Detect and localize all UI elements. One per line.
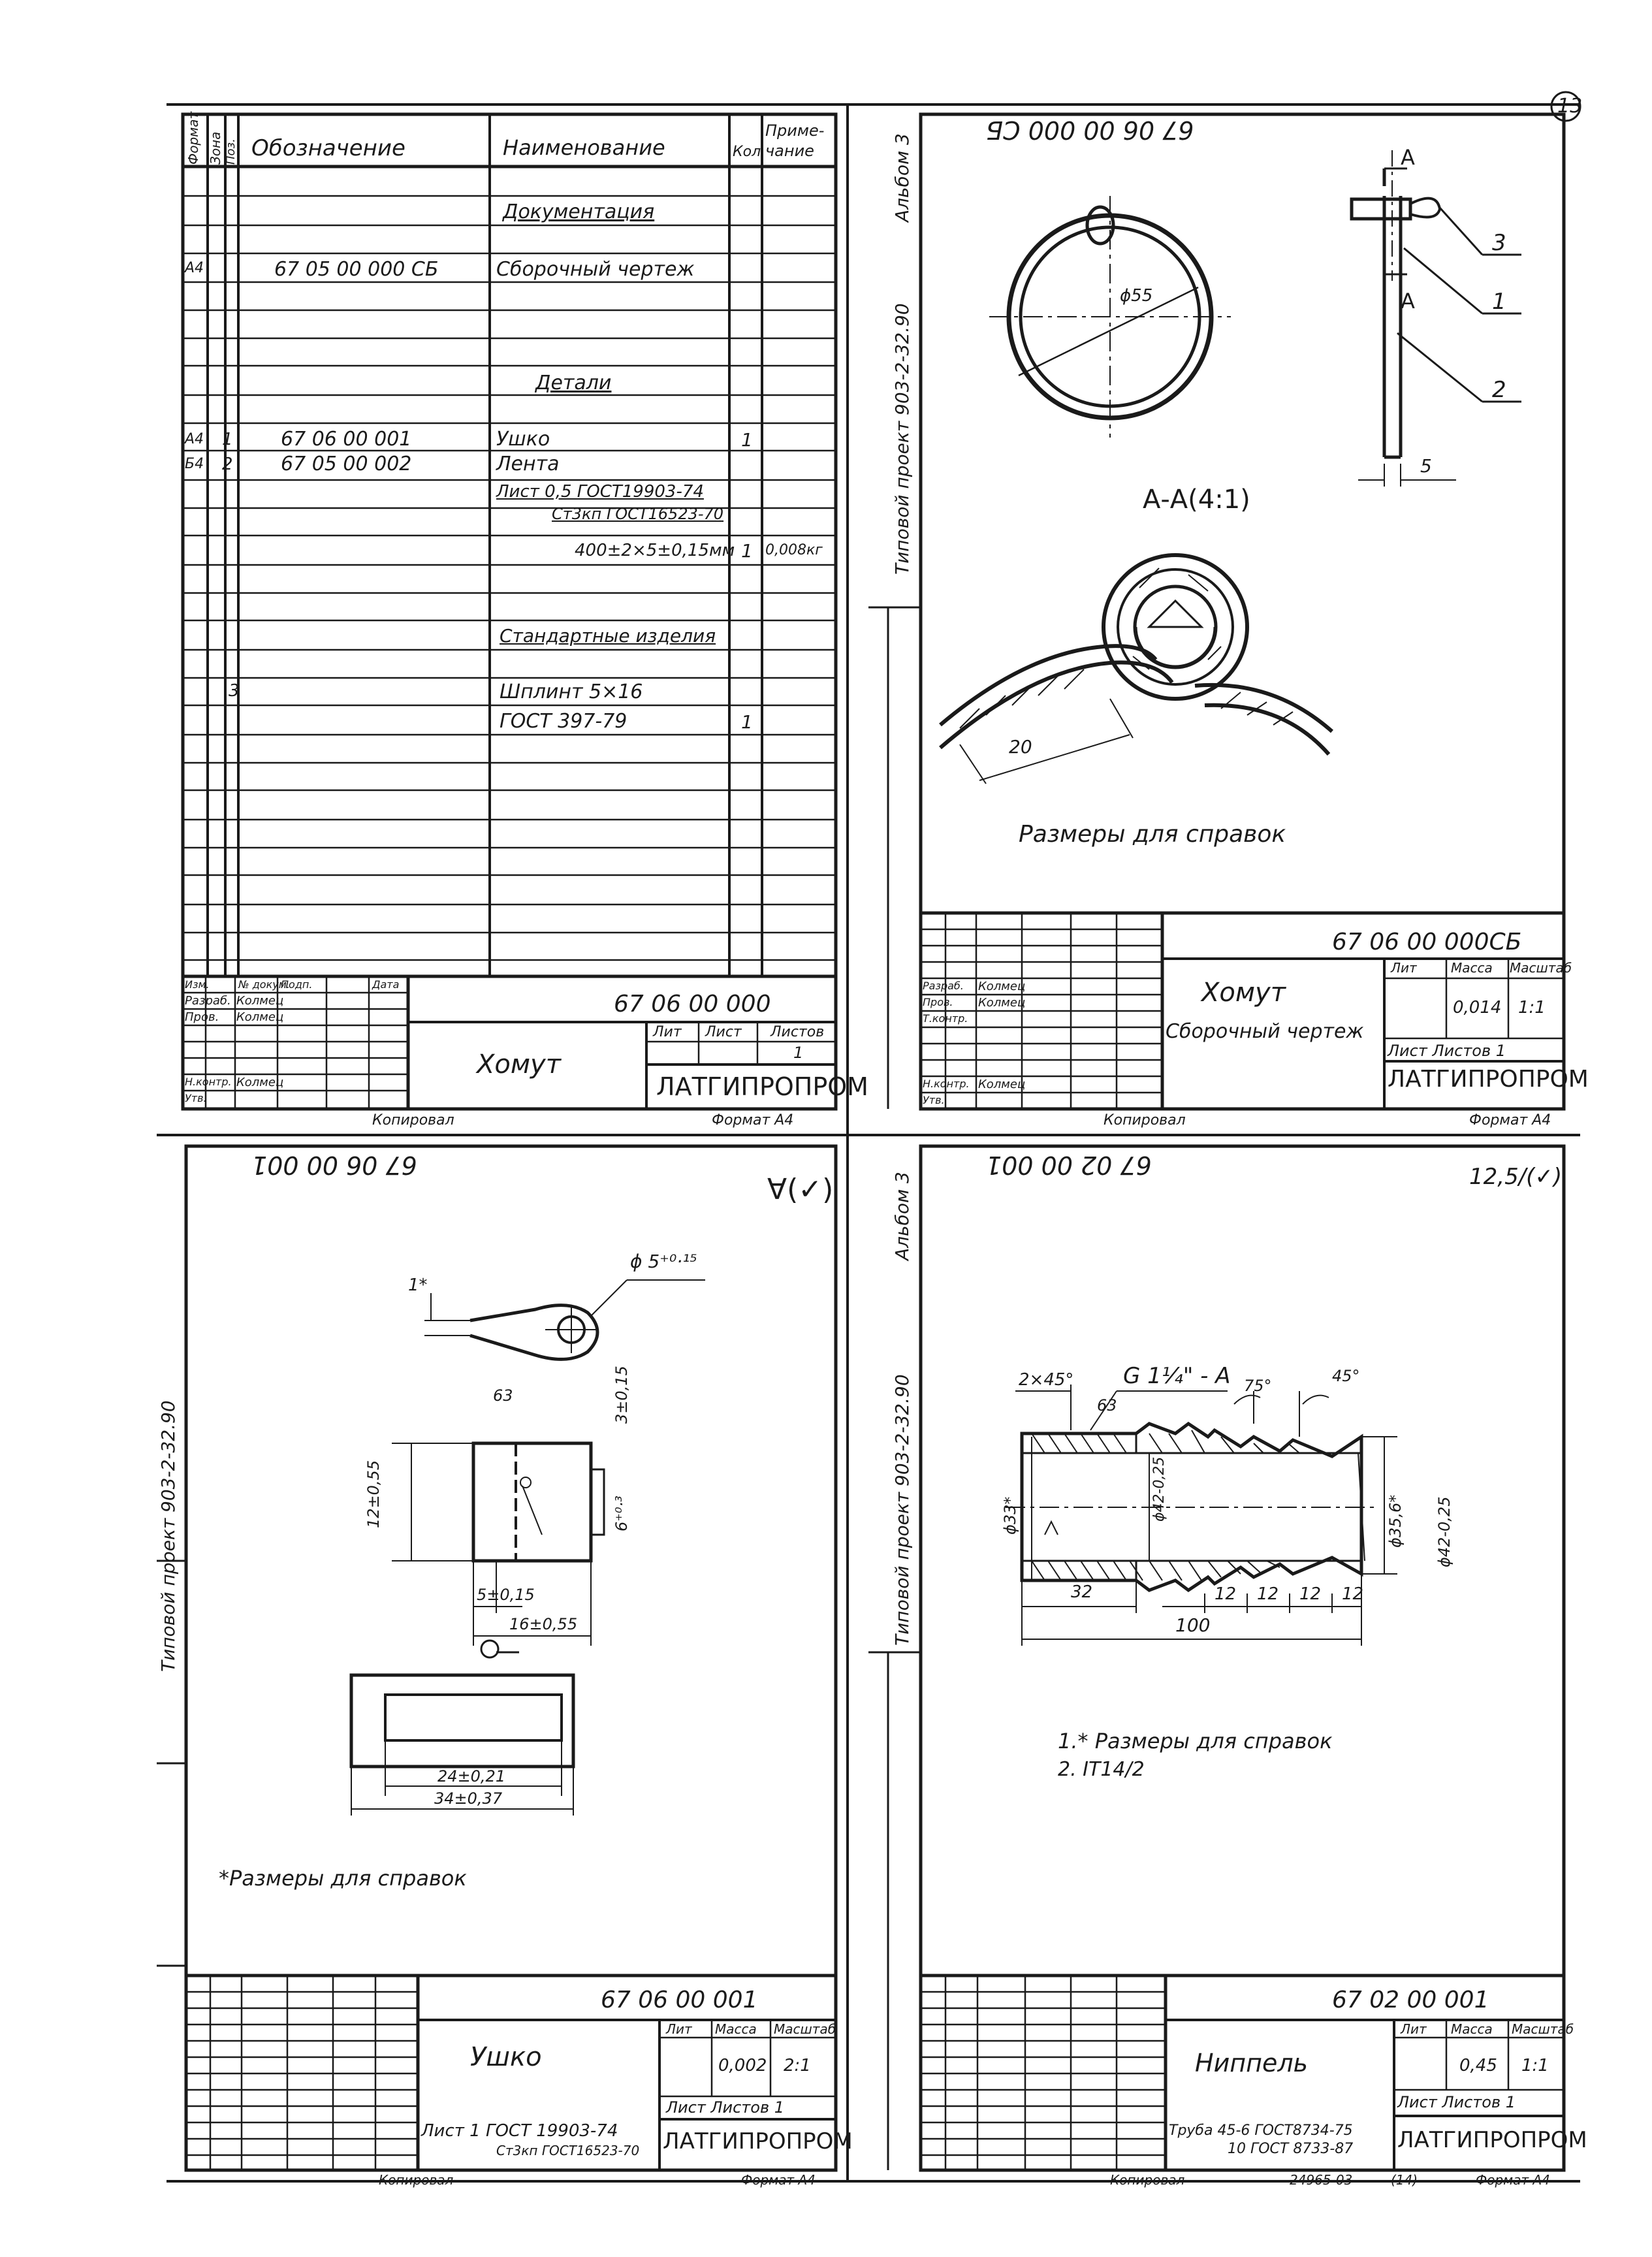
spec-header-format: Формат bbox=[185, 111, 201, 165]
ear-dim-hole: ϕ 5⁺⁰·¹⁵ bbox=[630, 1251, 697, 1272]
ear-scale-header: Масштаб bbox=[774, 2021, 836, 2037]
nipple-album: Альбом 3 bbox=[891, 1172, 913, 1260]
ear-scale: 2:1 bbox=[784, 2056, 811, 2075]
spec-row-format: А4 bbox=[185, 260, 204, 276]
nipple-dim-r63: 63 bbox=[1097, 1396, 1117, 1415]
spec-header-designation: Обозначение bbox=[251, 135, 405, 161]
assembly-role: Т.контр. bbox=[923, 1012, 968, 1025]
nipple-title: Ниппель bbox=[1195, 2049, 1309, 2077]
nipple-dim-12: 12 bbox=[1257, 1584, 1279, 1604]
spec-sheets-count: 1 bbox=[793, 1044, 804, 1062]
ear-roughness: ∀(✓) bbox=[767, 1173, 834, 1206]
nipple-copied: Копировал bbox=[1110, 2172, 1185, 2188]
spec-row-pos: 2 bbox=[222, 455, 233, 474]
nipple-project: Типовой проект 903-2-32.90 bbox=[891, 1374, 913, 1646]
spec-role: № докум. bbox=[238, 978, 290, 991]
ear-format: Формат А4 bbox=[741, 2172, 816, 2188]
assembly-lit-header: Лит bbox=[1391, 960, 1417, 976]
spec-row-name: Сборочный чертеж bbox=[496, 258, 695, 281]
nipple-dim-chamfer: 2×45° bbox=[1019, 1370, 1074, 1390]
ear-dim-24: 24±0,21 bbox=[437, 1767, 506, 1785]
nipple-mass: 0,45 bbox=[1459, 2056, 1497, 2075]
assembly-side-view bbox=[1352, 150, 1521, 487]
ear-dim-16: 16±0,55 bbox=[509, 1615, 578, 1633]
nipple-scale-header: Масштаб bbox=[1512, 2021, 1574, 2037]
nipple-dim-angle-45: 45° bbox=[1332, 1367, 1360, 1385]
spec-format: Формат А4 bbox=[712, 1112, 794, 1128]
assembly-mass: 0,014 bbox=[1453, 998, 1502, 1017]
spec-role: Колмец bbox=[236, 994, 284, 1008]
assembly-role: Колмец bbox=[978, 980, 1026, 993]
ear-lit-header: Лит bbox=[666, 2021, 692, 2037]
page-number: 13 bbox=[1557, 95, 1583, 118]
assembly-scale: 1:1 bbox=[1518, 998, 1546, 1017]
spec-row-name: ГОСТ 397-79 bbox=[500, 710, 627, 733]
nipple-roughness: 12,5/(✓) bbox=[1469, 1164, 1563, 1190]
assembly-clamp-view bbox=[989, 196, 1231, 438]
spec-role: Пров. bbox=[185, 1010, 219, 1024]
assembly-role: Разраб. bbox=[923, 980, 964, 992]
section-marker-top: A bbox=[1401, 145, 1415, 170]
callout-3: 3 bbox=[1492, 230, 1506, 256]
spec-sheets-header: Листов bbox=[770, 1024, 825, 1040]
assembly-scale-header: Масштаб bbox=[1510, 960, 1572, 976]
assembly-role: Колмец bbox=[978, 1078, 1026, 1091]
spec-header-qty: Кол bbox=[733, 144, 761, 160]
callout-1: 1 bbox=[1492, 289, 1506, 315]
nipple-note-2: 2. IT14/2 bbox=[1058, 1758, 1145, 1781]
nipple-lit-header: Лит bbox=[1401, 2021, 1427, 2037]
assembly-sheet: Лист Листов 1 bbox=[1388, 1042, 1506, 1060]
ear-side-text: Типовой проект 903-2-32.90 bbox=[157, 1400, 179, 1672]
ear-title: Ушко bbox=[470, 2042, 542, 2072]
assembly-project: Типовой проект 903-2-32.90 bbox=[891, 303, 913, 575]
ear-dim-star: 1* bbox=[408, 1275, 428, 1295]
spec-row-designation: 67 05 00 002 bbox=[281, 453, 412, 475]
spec-row-name: Лента bbox=[496, 453, 560, 475]
spec-role: Колмец bbox=[236, 1076, 284, 1089]
ear-ref-note: *Размеры для справок bbox=[219, 1866, 467, 1891]
ear-material-1: Лист 1 ГОСТ 19903-74 bbox=[421, 2121, 618, 2141]
assembly-title: Хомут bbox=[1201, 978, 1286, 1008]
spec-copied: Копировал bbox=[372, 1112, 454, 1128]
assembly-role: Н.контр. bbox=[923, 1078, 970, 1090]
nipple-dim-d33: ϕ33* bbox=[1001, 1496, 1019, 1535]
spec-sheet-header: Лист bbox=[705, 1024, 742, 1040]
dimension-20: 20 bbox=[1009, 736, 1032, 758]
spec-role: Колмец bbox=[236, 1010, 284, 1024]
nipple-dim-d356: ϕ35,6* bbox=[1386, 1494, 1405, 1548]
spec-row-designation: 67 05 00 000 СБ bbox=[274, 258, 439, 281]
ear-dim-6: 6⁺⁰·³ bbox=[612, 1496, 631, 1531]
ear-dim-12: 12±0,55 bbox=[364, 1460, 383, 1528]
assembly-top-code: 67 06 00 000 СБ bbox=[986, 116, 1194, 144]
nipple-archive-sheet: (14) bbox=[1391, 2172, 1418, 2188]
nipple-section-view bbox=[1006, 1385, 1397, 1646]
spec-org: ЛАТГИПРОПРОМ bbox=[656, 1072, 868, 1101]
ear-sheet: Лист Листов 1 bbox=[666, 2098, 784, 2117]
nipple-material-1: Труба 45-6 ГОСТ8734-75 bbox=[1169, 2122, 1353, 2139]
ear-org: ЛАТГИПРОПРОМ bbox=[663, 2128, 853, 2154]
spec-row-note: 0,008кг bbox=[765, 542, 823, 558]
assembly-role: Утв. bbox=[923, 1094, 945, 1106]
nipple-dim-12: 12 bbox=[1215, 1584, 1237, 1604]
ear-doc-number: 67 06 00 001 bbox=[601, 1987, 758, 2013]
spec-doc-number: 67 06 00 000 bbox=[614, 991, 771, 1017]
spec-row-qty: 1 bbox=[741, 429, 753, 451]
spec-row-qty: 1 bbox=[741, 540, 753, 562]
spec-row-format: А4 bbox=[185, 431, 204, 447]
spec-title: Хомут bbox=[477, 1049, 562, 1080]
ear-dim-5: 5±0,15 bbox=[477, 1586, 535, 1604]
ear-top-code: 67 06 00 001 bbox=[251, 1151, 417, 1179]
section-marker-bottom: A bbox=[1401, 289, 1415, 313]
ear-material-2: Ст3кп ГОСТ16523-70 bbox=[496, 2143, 640, 2158]
nipple-note-1: 1.* Размеры для справок bbox=[1058, 1729, 1333, 1753]
assembly-ref-note: Размеры для справок bbox=[1019, 821, 1286, 848]
assembly-copied: Копировал bbox=[1104, 1112, 1186, 1128]
spec-row-name: Стандартные изделия bbox=[500, 625, 716, 647]
nipple-dim-32: 32 bbox=[1071, 1582, 1093, 1602]
ear-copied: Копировал bbox=[379, 2172, 454, 2188]
assembly-role: Пров. bbox=[923, 996, 953, 1008]
spec-row-pos: 1 bbox=[222, 430, 233, 449]
spec-row-name: Шплинт 5×16 bbox=[500, 680, 643, 703]
ear-mass: 0,002 bbox=[718, 2056, 767, 2075]
nipple-dim-angle-75: 75° bbox=[1244, 1377, 1272, 1395]
spec-row-name: Ст3кп ГОСТ16523-70 bbox=[552, 505, 724, 523]
spec-row-designation: 67 06 00 001 bbox=[281, 428, 412, 451]
assembly-doc-number: 67 06 00 000СБ bbox=[1332, 929, 1522, 955]
section-title: А-А(4:1) bbox=[1143, 485, 1250, 515]
spec-row-format: Б4 bbox=[185, 456, 204, 472]
assembly-mass-header: Масса bbox=[1451, 960, 1493, 976]
spec-row-pos: 3 bbox=[229, 681, 240, 701]
spec-role: Дата bbox=[372, 978, 400, 991]
nipple-material-2: 10 ГОСТ 8733-87 bbox=[1228, 2141, 1354, 2157]
nipple-dim-100: 100 bbox=[1175, 1614, 1211, 1636]
nipple-top-code: 67 02 00 001 bbox=[986, 1151, 1152, 1179]
spec-row-qty: 1 bbox=[741, 711, 753, 733]
ear-dim-3: 3±0,15 bbox=[612, 1366, 631, 1424]
ear-part-views bbox=[351, 1280, 705, 1816]
spec-row-name: 400±2×5±0,15мм bbox=[575, 541, 735, 560]
assembly-org: ЛАТГИПРОПРОМ bbox=[1388, 1066, 1589, 1093]
nipple-dim-d42a: ϕ42-0,25 bbox=[1151, 1456, 1168, 1522]
spec-role: Утв. bbox=[185, 1092, 207, 1104]
spec-header-note: Приме- чание bbox=[765, 121, 825, 161]
nipple-dim-12: 12 bbox=[1342, 1584, 1364, 1604]
assembly-role: Колмец bbox=[978, 996, 1026, 1010]
spec-lit-header: Лит bbox=[653, 1024, 682, 1040]
assembly-subtitle: Сборочный чертеж bbox=[1166, 1020, 1364, 1043]
dimension-5: 5 bbox=[1420, 455, 1432, 477]
spec-row-name: Детали bbox=[535, 372, 612, 394]
spec-header-name: Наименование bbox=[503, 135, 665, 160]
nipple-org: ЛАТГИПРОПРОМ bbox=[1397, 2127, 1587, 2153]
assembly-diameter: ϕ55 bbox=[1120, 286, 1153, 306]
nipple-dim-thread: G 1¼" - A bbox=[1123, 1363, 1231, 1389]
spec-header-pos: Поз. bbox=[224, 138, 238, 165]
ear-dim-r63: 63 bbox=[493, 1386, 513, 1405]
section-a-a-view bbox=[940, 555, 1332, 784]
nipple-sheet: Лист Листов 1 bbox=[1397, 2093, 1516, 2111]
spec-role: Н.контр. bbox=[185, 1076, 232, 1088]
spec-row-name: Документация bbox=[503, 200, 655, 223]
spec-row-name: Ушко bbox=[496, 428, 550, 451]
nipple-dim-12: 12 bbox=[1299, 1584, 1322, 1604]
assembly-format: Формат А4 bbox=[1469, 1112, 1551, 1128]
spec-role: Изм. bbox=[185, 978, 210, 991]
callout-2: 2 bbox=[1492, 377, 1506, 403]
spec-header-zone: Зона bbox=[208, 131, 223, 165]
nipple-mass-header: Масса bbox=[1451, 2021, 1493, 2037]
nipple-archive: 24965-03 bbox=[1290, 2172, 1353, 2188]
ear-mass-header: Масса bbox=[715, 2021, 757, 2037]
nipple-format: Формат А4 bbox=[1476, 2172, 1550, 2188]
spec-role: Подп. bbox=[281, 978, 313, 991]
nipple-dim-d42b: ϕ42-0,25 bbox=[1435, 1496, 1453, 1567]
nipple-scale: 1:1 bbox=[1521, 2056, 1549, 2075]
ear-dim-34: 34±0,37 bbox=[434, 1789, 503, 1808]
nipple-doc-number: 67 02 00 001 bbox=[1332, 1987, 1489, 2013]
spec-row-name: Лист 0,5 ГОСТ19903-74 bbox=[496, 482, 704, 502]
spec-role: Разраб. bbox=[185, 994, 231, 1008]
assembly-album: Альбом 3 bbox=[891, 133, 913, 222]
